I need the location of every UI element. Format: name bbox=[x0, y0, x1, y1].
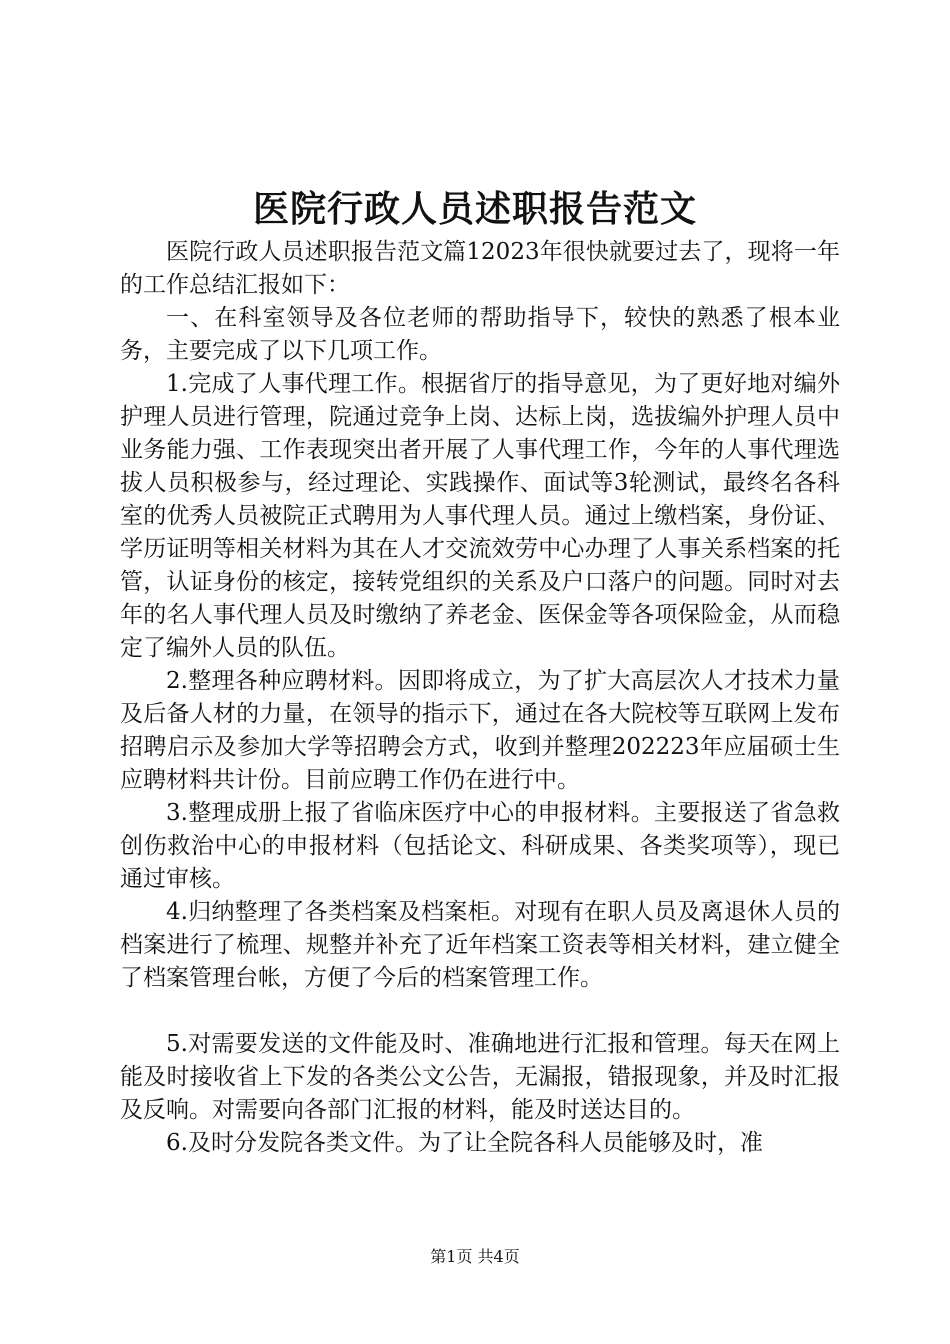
paragraph-item-3: 3.整理成册上报了省临床医疗中心的申报材料。主要报送了省急救创伤救治中心的申报材料（包括论文、科研成果、各类奖项等），现已通过审核。 bbox=[120, 800, 840, 892]
paragraph-item-5: 5.对需要发送的文件能及时、准确地进行汇报和管理。每天在网上能及时接收省上下发的各类公文公告，无漏报，错报现象，并及时汇报及反响。对需要向各部门汇报的材料，能及时送达目的。 bbox=[120, 1031, 840, 1123]
paragraph-item-4: 4.归纳整理了各类档案及档案柜。对现有在职人员及离退休人员的档案进行了梳理、规整并补充了近年档案工资表等相关材料，建立健全了档案管理台帐，方便了今后的档案管理工作。 bbox=[120, 899, 840, 991]
paragraph-item-6: 6.及时分发院各类文件。为了让全院各科人员能够及时，准 bbox=[166, 1130, 763, 1156]
document-body bbox=[120, 236, 840, 1160]
paragraph-item-1: 1.完成了人事代理工作。根据省厅的指导意见，为了更好地对编外护理人员进行管理，院通过竞争上岗、达标上岗，选拔编外护理人员中业务能力强、工作表现突出者开展了人事代理工作，今年的人事代理选拔人员积极参与，经过理论、实践操作、面试等3轮测试，最终名各科室的优秀人员被院正式聘用为人事代理人员。通过上缴档案，身份证、学历证明等相关材料为其在人才交流效劳中心办理了人事关系档案的托管，认证身份的核定，接转党组织的关系及户口落户的问题。同时对去年的名人事代理人员及时缴纳了养老金、医保金等各项保险金，从而稳定了编外人员的队伍。 bbox=[120, 371, 840, 661]
paragraph-intro: 医院行政人员述职报告范文篇12023年很快就要过去了，现将一年的工作总结汇报如下： bbox=[120, 239, 840, 298]
page-number-footer: 第1页 共4页 bbox=[430, 1247, 520, 1266]
paragraph-section-1: 一、在科室领导及各位老师的帮助指导下，较快的熟悉了根本业务，主要完成了以下几项工作。 bbox=[120, 305, 840, 364]
paragraph-item-2: 2.整理各种应聘材料。因即将成立，为了扩大高层次人才技术力量及后备人材的力量，在领导的指示下，通过在各大院校等互联网上发布招聘启示及参加大学等招聘会方式，收到并整理202223年应届硕士生应聘材料共计份。目前应聘工作仍在进行中。 bbox=[120, 668, 840, 793]
document-title: 医院行政人员述职报告范文 bbox=[252, 188, 697, 230]
